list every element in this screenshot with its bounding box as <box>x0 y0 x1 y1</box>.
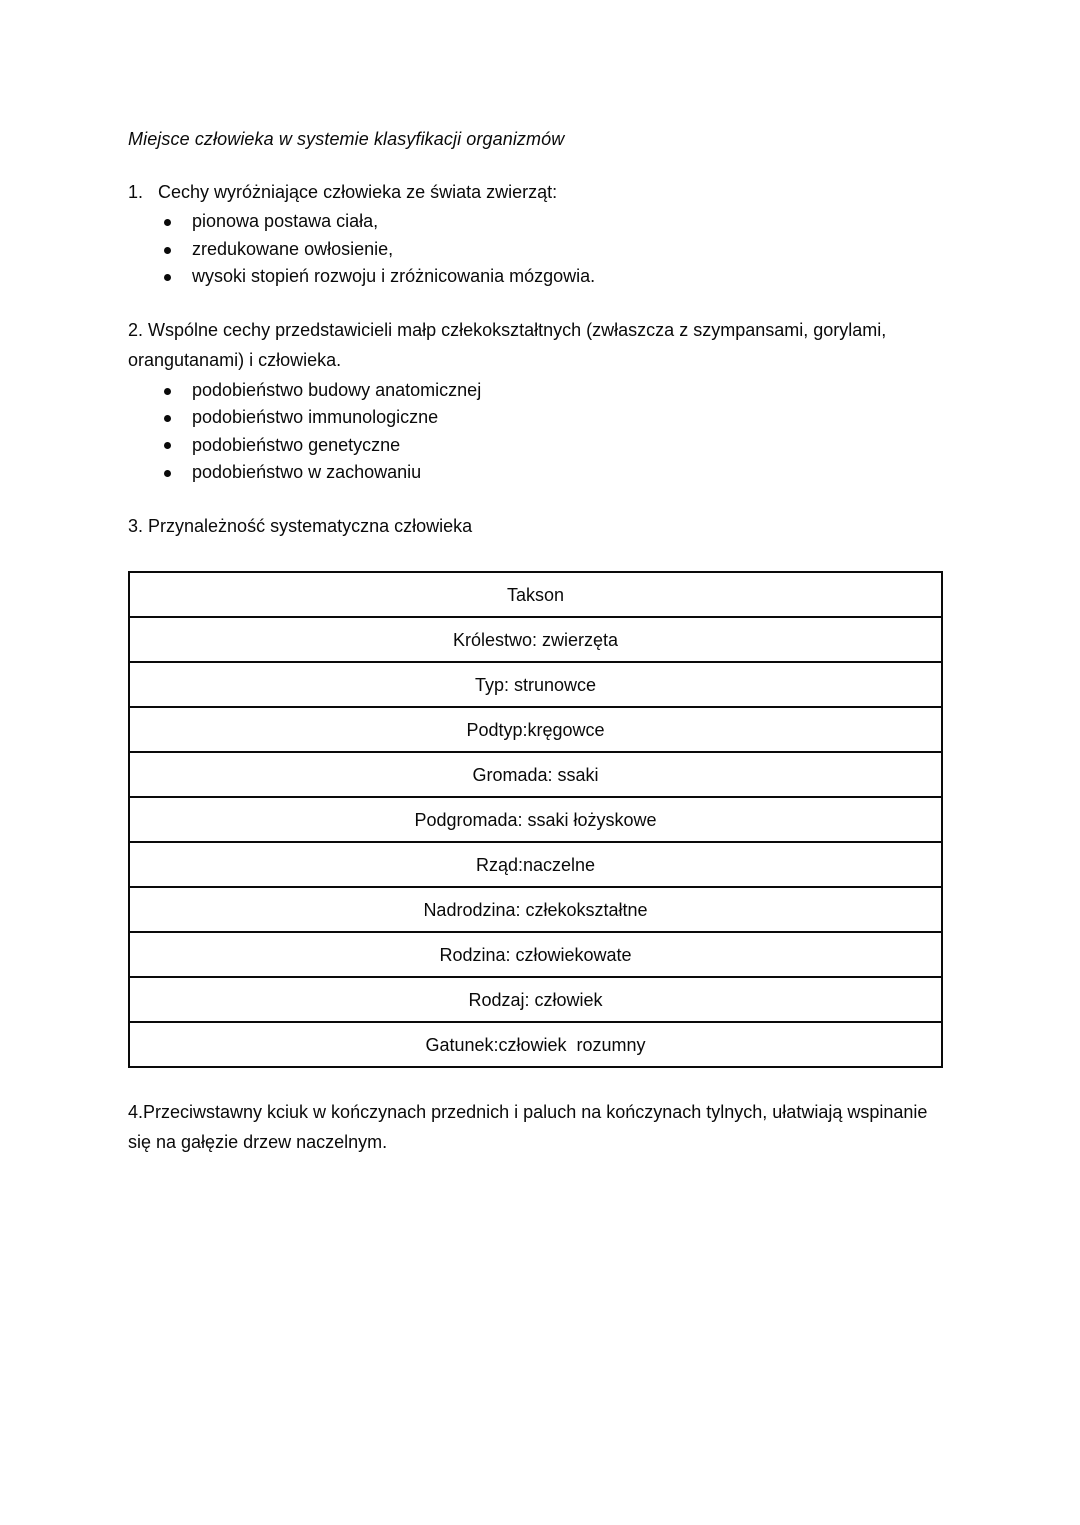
list-item-label: wysoki stopień rozwoju i zróżnicowania mózgowia. <box>192 266 596 287</box>
table-row <box>129 752 942 797</box>
table-row <box>129 887 942 932</box>
document-title: Miejsce człowieka w systemie klasyfikacji organizmów <box>128 129 565 149</box>
table-cell-taxon: Podgromada: ssaki łożyskowe <box>129 797 942 842</box>
document-content <box>128 128 954 1157</box>
list-item <box>128 459 954 486</box>
spacer <box>128 541 954 571</box>
table-row-header <box>129 572 942 617</box>
section-1-number: 1. <box>128 182 144 203</box>
section-2-paragraph: 2. Wspólne cechy przedstawicieli małp człekokształtnych (zwłaszcza z szympansami, gorylami, orangutanami) i człowieka. <box>128 320 887 370</box>
table-row <box>129 797 942 842</box>
section-1-heading-text: Cechy wyróżniające człowieka ze świata zwierząt: <box>158 182 558 203</box>
list-item <box>128 236 954 263</box>
table-cell-taxon: Królestwo: zwierzęta <box>129 617 942 662</box>
section-2-bullet-list <box>128 377 954 486</box>
list-item-label: podobieństwo genetyczne <box>192 434 401 455</box>
table-row <box>129 617 942 662</box>
table-row <box>129 662 942 707</box>
spacer <box>128 486 954 512</box>
table-row <box>129 932 942 977</box>
spacer <box>128 1068 954 1098</box>
list-item <box>128 263 954 290</box>
section-3-heading: 3. Przynależność systematyczna człowieka <box>128 516 473 537</box>
list-item-label: podobieństwo immunologiczne <box>192 407 439 428</box>
table-cell-taxon: Nadrodzina: człekokształtne <box>129 887 942 932</box>
bullet-icon <box>164 219 171 226</box>
bullet-icon <box>164 247 171 254</box>
section-4-paragraph: 4.Przeciwstawny kciuk w kończynach przednich i paluch na kończynach tylnych, ułatwiają wspinanie się na gałęzie drzew naczelnym. <box>128 1102 928 1152</box>
table-cell-taxon: Podtyp:kręgowce <box>129 707 942 752</box>
bullet-icon <box>164 388 171 395</box>
taxonomy-table <box>128 571 943 1068</box>
table-header-cell: Takson <box>129 572 942 617</box>
table-row <box>129 977 942 1022</box>
list-item <box>128 377 954 404</box>
bullet-icon <box>164 415 171 422</box>
bullet-icon <box>164 470 171 477</box>
list-item <box>128 404 954 431</box>
table-row <box>129 707 942 752</box>
bullet-icon <box>164 274 171 281</box>
table-cell-taxon: Rząd:naczelne <box>129 842 942 887</box>
list-item-label: zredukowane owłosienie, <box>192 238 394 259</box>
list-item-label: podobieństwo budowy anatomicznej <box>192 379 482 400</box>
table-cell-taxon: Gatunek:człowiek rozumny <box>129 1022 942 1067</box>
list-item-label: podobieństwo w zachowaniu <box>192 461 422 482</box>
bullet-icon <box>164 442 171 449</box>
table-cell-taxon: Typ: strunowce <box>129 662 942 707</box>
table-cell-taxon: Gromada: ssaki <box>129 752 942 797</box>
section-1-heading <box>128 179 954 206</box>
list-item <box>128 432 954 459</box>
table-cell-taxon: Rodzaj: człowiek <box>129 977 942 1022</box>
table-row <box>129 1022 942 1067</box>
section-1-bullet-list <box>128 208 954 290</box>
spacer <box>128 290 954 316</box>
table-row <box>129 842 942 887</box>
list-item <box>128 208 954 235</box>
table-cell-taxon: Rodzina: człowiekowate <box>129 932 942 977</box>
list-item-label: pionowa postawa ciała, <box>192 211 379 232</box>
